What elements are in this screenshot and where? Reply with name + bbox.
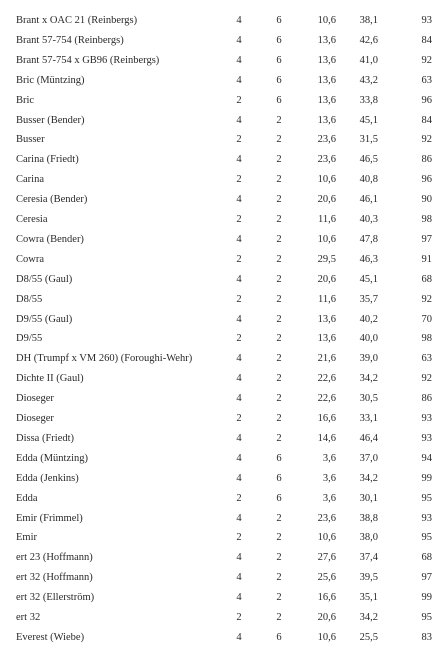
cell-name: Brant x OAC 21 (Reinbergs)	[16, 15, 138, 26]
cell-name: Dichte II (Gaul)	[16, 373, 84, 385]
table-row	[0, 174, 441, 194]
cell-value-d: 47,8	[359, 233, 378, 245]
cell-value-e: 68	[421, 273, 432, 285]
cell-value-b: 2	[276, 114, 282, 126]
cell-value-d: 45,1	[359, 114, 378, 126]
cell-value-a: 2	[236, 253, 242, 265]
cell-value-c: 25,6	[317, 572, 336, 584]
cell-value-d: 30,5	[359, 393, 378, 405]
cell-value-c: 11,6	[318, 293, 336, 305]
table-row	[0, 493, 441, 513]
table-row	[0, 15, 441, 35]
cell-value-b: 2	[276, 134, 282, 146]
cell-value-a: 4	[236, 194, 242, 206]
cell-value-d: 39,5	[359, 572, 378, 584]
cell-value-e: 84	[421, 34, 432, 46]
cell-value-a: 2	[236, 94, 242, 106]
cell-value-b: 2	[276, 214, 282, 225]
cell-value-b: 2	[276, 273, 282, 285]
table-row	[0, 115, 441, 135]
cell-value-b: 2	[276, 373, 282, 385]
cell-value-a: 4	[236, 34, 242, 46]
cell-value-b: 6	[276, 492, 282, 504]
cell-value-a: 4	[236, 353, 242, 365]
cell-value-e: 93	[421, 512, 432, 524]
cell-value-a: 2	[236, 134, 242, 146]
cell-value-b: 2	[276, 393, 282, 405]
table-row	[0, 473, 441, 493]
cell-value-b: 6	[276, 94, 282, 106]
cell-name: Everest (Wiebe)	[16, 631, 85, 643]
cell-name: Dioseger	[16, 413, 54, 424]
table-row	[0, 234, 441, 254]
cell-value-e: 96	[421, 174, 432, 186]
table-row	[0, 154, 441, 174]
cell-name: DH (Trumpf x VM 260) (Foroughi-Wehr)	[16, 353, 193, 365]
cell-name: Carina	[16, 174, 44, 186]
cell-value-c: 27,6	[317, 552, 336, 564]
cell-value-d: 40,0	[359, 333, 378, 345]
cell-name: Emir (Frimmel)	[16, 512, 83, 524]
cell-value-c: 3,6	[322, 492, 336, 504]
cell-value-b: 2	[276, 572, 282, 584]
cell-value-e: 93	[421, 413, 432, 424]
cell-value-b: 2	[276, 233, 282, 245]
cell-value-a: 4	[236, 54, 242, 66]
cell-name: D9/55 (Gaul)	[16, 313, 73, 325]
table-row	[0, 75, 441, 95]
cell-name: ert 23 (Hoffmann)	[16, 552, 93, 564]
cell-value-a: 4	[236, 74, 242, 86]
table-row	[0, 413, 441, 433]
cell-name: D8/55	[16, 293, 43, 305]
cell-value-a: 4	[236, 313, 242, 325]
cell-value-e: 83	[421, 631, 432, 643]
cell-name: Edda (Jenkins)	[16, 472, 79, 484]
cell-value-a: 4	[236, 572, 242, 584]
cell-value-a: 2	[236, 492, 242, 504]
cell-value-d: 33,8	[359, 94, 378, 106]
cell-value-e: 93	[421, 15, 432, 26]
cell-value-d: 40,2	[359, 313, 378, 325]
cell-value-a: 2	[236, 413, 242, 424]
cell-value-d: 38,8	[359, 512, 378, 524]
table-row	[0, 274, 441, 294]
cell-name: Carina (Friedt)	[16, 154, 79, 166]
table-row	[0, 95, 441, 115]
cell-value-b: 6	[276, 631, 282, 643]
cell-value-a: 2	[236, 612, 242, 623]
cell-value-d: 45,1	[359, 273, 378, 285]
cell-value-c: 20,6	[317, 194, 336, 206]
table-row	[0, 433, 441, 453]
cell-value-b: 2	[276, 532, 282, 544]
cell-value-a: 4	[236, 432, 242, 444]
cell-value-e: 99	[421, 592, 432, 604]
cell-value-a: 4	[236, 15, 242, 26]
table-row	[0, 513, 441, 533]
cell-value-e: 70	[421, 313, 432, 325]
cell-name: Dioseger	[16, 393, 54, 405]
cell-value-b: 2	[276, 313, 282, 325]
cell-value-d: 46,5	[359, 154, 378, 166]
cell-value-d: 35,1	[359, 592, 378, 604]
cell-name: Brant 57-754 (Reinbergs)	[16, 34, 124, 46]
cell-value-c: 13,6	[317, 114, 336, 126]
table-row	[0, 254, 441, 274]
cell-name: D8/55 (Gaul)	[16, 273, 73, 285]
cell-value-e: 63	[421, 74, 432, 86]
cell-value-b: 2	[276, 174, 282, 186]
cell-value-b: 6	[276, 472, 282, 484]
cell-value-c: 22,6	[317, 393, 336, 405]
cell-value-e: 97	[421, 572, 432, 584]
table-row	[0, 353, 441, 373]
cell-value-d: 35,7	[359, 293, 378, 305]
cell-value-d: 31,5	[359, 134, 378, 146]
cell-value-c: 13,6	[317, 313, 336, 325]
table-row	[0, 453, 441, 473]
cell-value-e: 68	[421, 552, 432, 564]
cell-value-a: 2	[236, 532, 242, 544]
cell-value-b: 2	[276, 612, 282, 623]
cell-name: ert 32 (Ellerström)	[16, 592, 95, 604]
cell-name: Edda (Müntzing)	[16, 452, 89, 464]
cell-value-b: 2	[276, 154, 282, 166]
cell-value-b: 2	[276, 194, 282, 206]
cell-value-e: 96	[421, 94, 432, 106]
cell-value-b: 2	[276, 432, 282, 444]
table-row	[0, 393, 441, 413]
cell-value-a: 4	[236, 512, 242, 524]
cell-value-c: 11,6	[318, 214, 336, 225]
cell-value-c: 20,6	[317, 273, 336, 285]
table-row	[0, 632, 441, 652]
cell-value-a: 4	[236, 273, 242, 285]
cell-value-d: 46,4	[359, 432, 378, 444]
cell-value-c: 13,6	[317, 74, 336, 86]
cell-value-a: 4	[236, 114, 242, 126]
cell-value-d: 34,2	[359, 472, 378, 484]
cell-value-c: 23,6	[317, 512, 336, 524]
cell-value-e: 92	[421, 134, 432, 146]
cell-value-d: 43,2	[359, 74, 378, 86]
cell-value-d: 38,0	[359, 532, 378, 544]
table-row	[0, 194, 441, 214]
table-row	[0, 55, 441, 75]
cell-value-c: 10,6	[317, 631, 336, 643]
cell-value-b: 6	[276, 74, 282, 86]
cell-value-c: 14,6	[317, 432, 336, 444]
cell-value-c: 29,5	[317, 253, 336, 265]
cell-value-d: 41,0	[359, 54, 378, 66]
cell-value-b: 2	[276, 293, 282, 305]
cell-value-c: 23,6	[317, 154, 336, 166]
cell-value-b: 6	[276, 452, 282, 464]
table-row	[0, 592, 441, 612]
table-row	[0, 532, 441, 552]
cell-name: ert 32	[16, 612, 41, 623]
cell-value-c: 16,6	[317, 413, 336, 424]
cell-value-d: 30,1	[359, 492, 378, 504]
cell-value-e: 92	[421, 373, 432, 385]
cell-name: Busser (Bender)	[16, 114, 85, 126]
cell-value-b: 2	[276, 353, 282, 365]
cell-value-e: 86	[421, 393, 432, 405]
cell-value-a: 2	[236, 293, 242, 305]
cell-value-c: 3,6	[322, 472, 336, 484]
table-row	[0, 572, 441, 592]
cell-value-c: 10,6	[317, 233, 336, 245]
cell-value-d: 34,2	[359, 373, 378, 385]
cell-value-b: 2	[276, 552, 282, 564]
cell-value-d: 38,1	[359, 15, 378, 26]
cell-value-e: 95	[421, 612, 432, 623]
cell-value-e: 95	[421, 492, 432, 504]
cell-value-e: 86	[421, 154, 432, 166]
cell-value-e: 63	[421, 353, 432, 365]
cell-name: Bric (Müntzing)	[16, 74, 85, 86]
cell-value-a: 2	[236, 174, 242, 186]
cell-value-e: 92	[421, 293, 432, 305]
cell-value-c: 20,6	[317, 612, 336, 623]
cell-value-a: 4	[236, 631, 242, 643]
cell-value-a: 4	[236, 373, 242, 385]
cell-value-b: 6	[276, 15, 282, 26]
cell-value-c: 21,6	[317, 353, 336, 365]
cell-value-e: 91	[421, 253, 432, 265]
cell-value-d: 34,2	[359, 612, 378, 623]
cell-value-e: 95	[421, 532, 432, 544]
cell-value-c: 10,6	[317, 15, 336, 26]
cell-value-c: 22,6	[317, 373, 336, 385]
cell-value-b: 6	[276, 34, 282, 46]
table-row	[0, 35, 441, 55]
table-row	[0, 612, 441, 632]
cell-name: Cowra (Bender)	[16, 233, 84, 245]
cell-value-e: 99	[421, 472, 432, 484]
cell-value-d: 39,0	[359, 353, 378, 365]
cell-value-a: 4	[236, 233, 242, 245]
cell-value-c: 13,6	[317, 333, 336, 345]
cell-value-e: 90	[421, 194, 432, 206]
table-row	[0, 134, 441, 154]
table-row	[0, 214, 441, 234]
cell-value-c: 13,6	[317, 94, 336, 106]
table-row	[0, 373, 441, 393]
cell-value-a: 4	[236, 393, 242, 405]
cell-value-b: 2	[276, 333, 282, 345]
cell-value-e: 92	[421, 54, 432, 66]
cell-value-a: 2	[236, 333, 242, 345]
cell-value-e: 84	[421, 114, 432, 126]
cell-name: Bric	[16, 94, 35, 106]
cell-name: Brant 57-754 x GB96 (Reinbergs)	[16, 54, 160, 66]
cell-value-e: 94	[421, 452, 432, 464]
table-row	[0, 333, 441, 353]
cell-value-b: 6	[276, 54, 282, 66]
cell-value-d: 40,8	[359, 174, 378, 186]
cell-value-b: 2	[276, 592, 282, 604]
cell-name: Busser	[16, 134, 45, 146]
cell-name: Cowra	[16, 253, 44, 265]
table-row	[0, 294, 441, 314]
cell-value-c: 10,6	[317, 532, 336, 544]
cell-name: Ceresia (Bender)	[16, 194, 88, 206]
cell-name: Ceresia	[16, 214, 48, 225]
cell-value-c: 3,6	[322, 452, 336, 464]
cell-name: Edda	[16, 492, 38, 504]
cell-value-c: 23,6	[317, 134, 336, 146]
cell-value-c: 16,6	[317, 592, 336, 604]
table-row	[0, 552, 441, 572]
cell-value-a: 4	[236, 154, 242, 166]
cell-value-e: 98	[421, 333, 432, 345]
cell-value-d: 42,6	[359, 34, 378, 46]
cell-value-e: 97	[421, 233, 432, 245]
cell-name: D9/55	[16, 333, 43, 345]
cell-value-e: 98	[421, 214, 432, 225]
cell-value-e: 93	[421, 432, 432, 444]
cell-value-b: 2	[276, 413, 282, 424]
cell-name: Dissa (Friedt)	[16, 432, 75, 444]
table-row	[0, 314, 441, 334]
cell-value-c: 13,6	[317, 34, 336, 46]
cell-value-a: 4	[236, 552, 242, 564]
cell-value-d: 40,3	[359, 214, 378, 225]
cell-name: Emir	[16, 532, 37, 544]
cell-value-a: 4	[236, 472, 242, 484]
cell-value-c: 13,6	[317, 54, 336, 66]
cell-value-d: 46,3	[359, 253, 378, 265]
cell-value-b: 2	[276, 253, 282, 265]
cell-value-b: 2	[276, 512, 282, 524]
cell-value-d: 46,1	[359, 194, 378, 206]
cell-name: ert 32 (Hoffmann)	[16, 572, 93, 584]
cell-value-d: 33,1	[359, 413, 378, 424]
cell-value-d: 37,0	[359, 452, 378, 464]
cell-value-a: 4	[236, 592, 242, 604]
cell-value-a: 2	[236, 214, 242, 225]
cell-value-d: 25,5	[359, 631, 378, 643]
cell-value-c: 10,6	[317, 174, 336, 186]
cell-value-a: 4	[236, 452, 242, 464]
cell-value-d: 37,4	[359, 552, 378, 564]
